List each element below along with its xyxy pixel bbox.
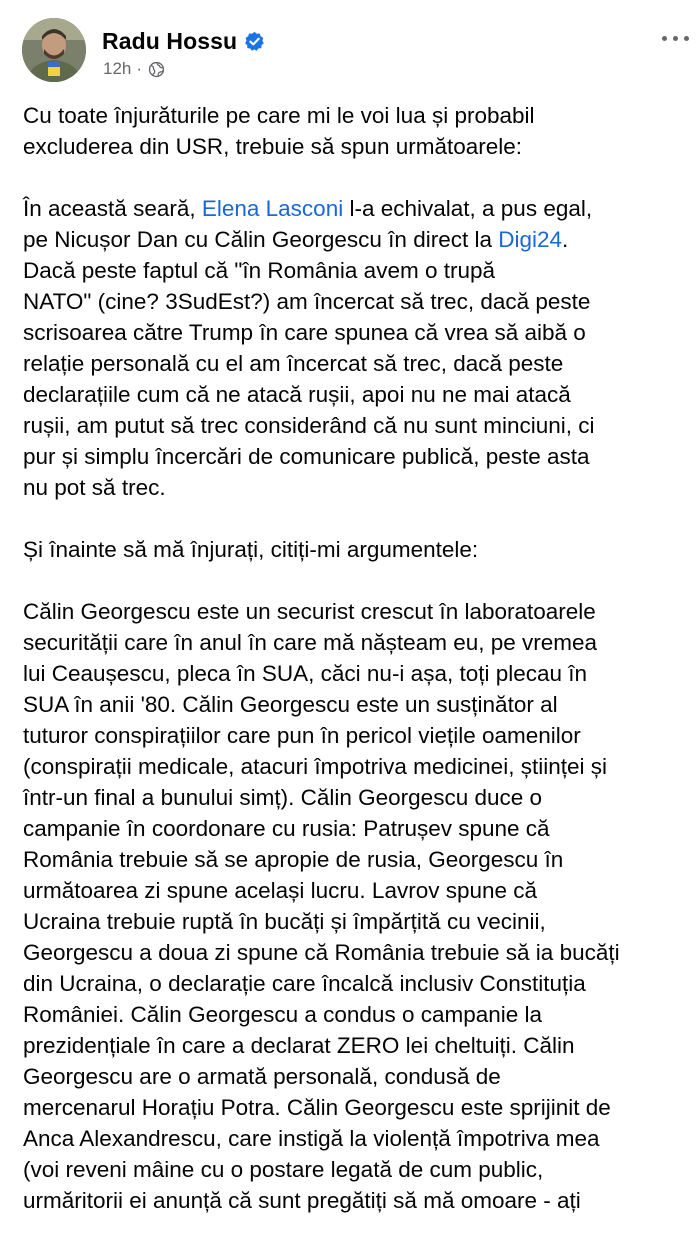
post-text-segment: prezidențiale în care a declarat ZERO lei cheltuiți. Călin — [23, 1033, 575, 1058]
post-meta — [103, 59, 165, 79]
post-text-segment: excluderea din USR, trebuie să spun următoarele: — [23, 134, 523, 159]
author-name[interactable]: Radu Hossu — [102, 27, 238, 54]
post-text-segment: România trebuie să se apropie de rusia, Georgescu în — [23, 847, 564, 872]
post-text-segment: . — [562, 227, 569, 252]
post-line — [23, 1185, 700, 1216]
post-text-segment: l-a echivalat, a pus egal, — [343, 196, 593, 221]
post-line — [23, 410, 700, 441]
post-body — [23, 100, 700, 1247]
post-line — [23, 534, 700, 565]
post-line — [23, 813, 700, 844]
post-line — [23, 441, 700, 472]
post-line — [23, 286, 700, 317]
author-line — [102, 26, 265, 56]
post-line — [23, 627, 700, 658]
post-text-segment: următoarea zi spune același lucru. Lavrov spune că — [23, 878, 538, 903]
post-line — [23, 1061, 700, 1092]
post-line — [23, 720, 700, 751]
verified-badge-icon — [244, 31, 265, 52]
post-text-segment: Dacă peste faptul că "în România avem o trupă — [23, 258, 495, 283]
post-line — [23, 348, 700, 379]
post-text-segment: nu pot să trec. — [23, 475, 166, 500]
post-text-segment: (conspirații medicale, atacuri împotriva medicinei, științei și — [23, 754, 607, 779]
post-line — [23, 255, 700, 286]
post-text-segment: Anca Alexandrescu, care instigă la violență împotriva mea — [23, 1126, 600, 1151]
post-text-segment: NATO" (cine? 3SudEst?) am încercat să trec, dacă peste — [23, 289, 591, 314]
post-text-segment: României. Călin Georgescu a condus o campanie la — [23, 1002, 543, 1027]
post-line — [23, 689, 700, 720]
more-horizontal-icon — [662, 36, 667, 41]
post-line — [23, 379, 700, 410]
post-text-segment: relație personală cu el am încercat să trec, dacă peste — [23, 351, 564, 376]
post-text-segment: mercenarul Horațiu Potra. Călin Georgescu este sprijinit de — [23, 1095, 611, 1120]
post-text-segment: pur și simplu încercări de comunicare publică, peste asta — [23, 444, 590, 469]
avatar-photo — [22, 18, 86, 82]
post-text-segment: Georgescu are o armată personală, condusă de — [23, 1064, 501, 1089]
post-timestamp[interactable]: 12h — [103, 59, 132, 78]
post-text-segment: Călin Georgescu este un securist crescut în laboratoarele — [23, 599, 596, 624]
post-paragraph — [23, 100, 700, 162]
post-text-segment: scrisoarea către Trump în care spunea că vrea să aibă o — [23, 320, 586, 345]
post-text-segment: declarațiile cum că ne atacă rușii, apoi nu ne mai atacă — [23, 382, 571, 407]
avatar[interactable] — [22, 18, 86, 82]
post-line — [23, 906, 700, 937]
post-text-segment: SUA în anii '80. Călin Georgescu este un susținător al — [23, 692, 558, 717]
post-text-segment: tuturor conspirațiilor care pun în pericol viețile oamenilor — [23, 723, 581, 748]
globe-icon — [148, 61, 165, 78]
post-line — [23, 844, 700, 875]
post-text-segment: securității care în anul în care mă nășteam eu, pe vremea — [23, 630, 598, 655]
post-line — [23, 193, 700, 224]
post-paragraph — [23, 193, 700, 503]
more-options-button[interactable] — [662, 26, 700, 50]
post-line — [23, 1123, 700, 1154]
post-line — [23, 1154, 700, 1185]
post-line — [23, 658, 700, 689]
post-text-segment: rușii, am putut să trec considerând că nu sunt minciuni, ci — [23, 413, 595, 438]
post-line — [23, 472, 700, 503]
meta-separator: · — [136, 59, 143, 78]
post-line — [23, 968, 700, 999]
post-text-segment: (voi reveni mâine cu o postare legată de cum public, — [23, 1157, 544, 1182]
post-line — [23, 782, 700, 813]
post-paragraph — [23, 534, 700, 565]
post-line — [23, 100, 700, 131]
post-line — [23, 596, 700, 627]
post-line — [23, 751, 700, 782]
post-text-segment: Cu toate înjurăturile pe care mi le voi lua și probabil — [23, 103, 535, 128]
post-text-segment: În această seară, — [23, 196, 202, 221]
post-text-segment: campanie în coordonare cu rusia: Patrușev spune că — [23, 816, 550, 841]
post-line — [23, 999, 700, 1030]
post-paragraph — [23, 596, 700, 1216]
mention-link[interactable]: Elena Lasconi — [201, 196, 344, 221]
post-line — [23, 1030, 700, 1061]
post-line — [23, 317, 700, 348]
post-line — [23, 224, 700, 255]
mention-link[interactable]: Digi24 — [498, 227, 563, 252]
post-line — [23, 131, 700, 162]
post-line — [23, 875, 700, 906]
post-text-segment: Ucraina trebuie ruptă în bucăți și împărțită cu vecinii, — [23, 909, 546, 934]
post-text-segment: într-un final a bunului simț). Călin Georgescu duce o — [23, 785, 543, 810]
post-header — [0, 0, 700, 100]
post-text-segment: Georgescu a doua zi spune că România trebuie să ia bucăți — [23, 940, 620, 965]
post-text-segment: Și înainte să mă înjurați, citiți-mi argumentele: — [23, 537, 479, 562]
post-line — [23, 937, 700, 968]
post-text-segment: lui Ceaușescu, pleca în SUA, căci nu-i așa, toți plecau în — [23, 661, 588, 686]
post-text-segment: pe Nicușor Dan cu Călin Georgescu în direct la — [23, 227, 499, 252]
post-text-segment: din Ucraina, o declarație care încalcă inclusiv Constituția — [23, 971, 586, 996]
post-text-segment: urmăritorii ei anunță că sunt pregătiți să mă omoare - ați — [23, 1188, 581, 1213]
post-line — [23, 1092, 700, 1123]
